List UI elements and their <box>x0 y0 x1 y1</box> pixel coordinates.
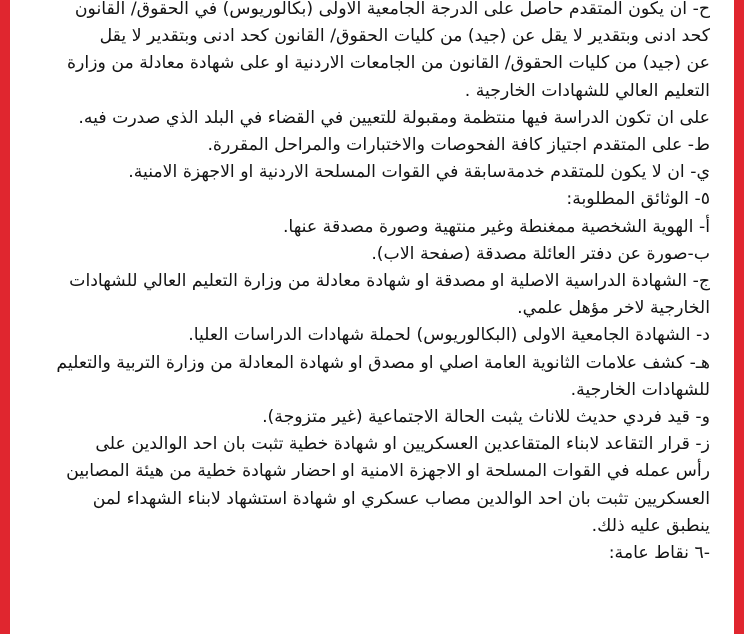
text-line: العسكريين تثبت بان احد الوالدين مصاب عسكري او شهادة استشهاد لابناء الشهداء لمن <box>92 488 710 509</box>
text-line: على ان تكون الدراسة فيها منتظمة ومقبولة للتعيين في القضاء في البلد الذي صدرت فيه. <box>78 107 710 128</box>
text-line: التعليم العالي للشهادات الخارجية . <box>464 80 710 101</box>
text-line: ح- ان يكون المتقدم حاصل على الدرجة الجامعية الاولى (بكالوريوس) في الحقوق/ القانون <box>74 0 710 19</box>
text-line: ز- قرار التقاعد لابناء المتقاعدين العسكريين او شهادة خطية تثبت بان احد الوالدين على <box>95 434 710 455</box>
section-heading: -٦ نقاط عامة: <box>608 543 710 564</box>
text-line: ط- على المتقدم اجتياز كافة الفحوصات والاختبارات والمراحل المقررة. <box>207 135 710 156</box>
text-line: ي- ان لا يكون للمتقدم خدمةسابقة في القوات المسلحة الاردنية او الاجهزة الامنية. <box>128 162 710 183</box>
text-line: ينطبق عليه ذلك. <box>591 515 710 536</box>
document-body <box>32 0 710 567</box>
text-line: الخارجية لاخر مؤهل علمي. <box>517 298 710 319</box>
text-line: رأس عمله في القوات المسلحة او الاجهزة الامنية او احضار شهادة خطية من هيئة المصابين <box>66 461 710 482</box>
text-line: كحد ادنى وبتقدير لا يقل عن (جيد) من كليات الحقوق/ القانون كحد ادنى وبتقدير لا يقل <box>99 26 710 47</box>
text-line: هـ- كشف علامات الثانوية العامة اصلي او مصدق او شهادة المعادلة من وزارة التربية والتعليم <box>56 352 710 373</box>
text-line: أ- الهوية الشخصية ممغنطة وغير منتهية وصورة مصدقة عنها. <box>282 216 710 237</box>
text-line: ب-صورة عن دفتر العائلة مصدقة (صفحة الاب). <box>371 243 710 264</box>
text-line: د- الشهادة الجامعية الاولى (البكالوريوس) لحملة شهادات الدراسات العليا. <box>188 325 710 346</box>
section-heading: ٥- الوثائق المطلوبة: <box>566 189 710 210</box>
text-line: و- قيد فردي حديث للاناث يثبت الحالة الاجتماعية (غير متزوجة). <box>262 407 710 428</box>
text-line: عن (جيد) من كليات الحقوق/ القانون من الجامعات الاردنية او على شهادة معادلة من وزارة <box>66 53 710 74</box>
text-line: للشهادات الخارجية. <box>570 379 710 400</box>
text-line: ج- الشهادة الدراسية الاصلية او مصدقة او شهادة معادلة من وزارة التعليم العالي للشهادات <box>69 271 710 292</box>
